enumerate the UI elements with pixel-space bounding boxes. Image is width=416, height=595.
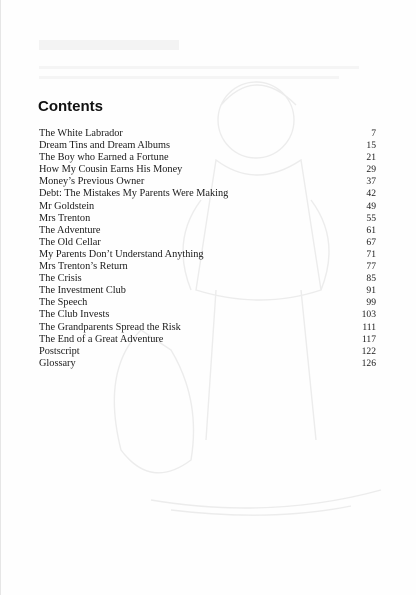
toc-entry: [39, 261, 376, 273]
toc-entry: [39, 297, 376, 309]
toc-entry-page-number: 67: [366, 236, 376, 248]
toc-entry-title: Mrs Trenton’s Return: [39, 261, 128, 273]
toc-entry-page-number: 85: [366, 273, 376, 285]
toc-entry-title: Money’s Previous Owner: [39, 176, 145, 188]
toc-entry: [39, 309, 376, 321]
toc-entry-page-number: 111: [362, 321, 376, 333]
toc-entry: [39, 176, 376, 188]
toc-entry-page-number: 49: [366, 200, 376, 212]
toc-entry: [39, 128, 376, 140]
toc-entry-page-number: 7: [371, 128, 376, 139]
toc-entry-page-number: 37: [366, 176, 376, 188]
toc-entry-title: My Parents Don’t Understand Anything: [39, 248, 204, 260]
toc-entry-title: The Speech: [39, 297, 88, 309]
toc-entry-title: The White Labrador: [39, 128, 123, 139]
toc-entry-title: The Investment Club: [39, 285, 126, 297]
toc-entry-title: The Old Cellar: [39, 236, 101, 248]
table-of-contents: [39, 128, 376, 370]
toc-entry-title: How My Cousin Earns His Money: [39, 164, 183, 176]
toc-entry: [39, 249, 376, 261]
toc-entry-page-number: 99: [366, 297, 376, 309]
toc-entry: [39, 358, 376, 370]
toc-entry-title: The Grandparents Spread the Risk: [39, 321, 181, 333]
toc-entry: [39, 237, 376, 249]
toc-entry-page-number: 126: [361, 357, 376, 369]
toc-entry-title: Mrs Trenton: [39, 212, 91, 224]
toc-entry: [39, 273, 376, 285]
toc-entry: [39, 225, 376, 237]
toc-entry-title: Dream Tins and Dream Albums: [39, 140, 170, 152]
toc-entry: [39, 188, 376, 200]
toc-entry-title: The Adventure: [39, 224, 101, 236]
toc-entry-page-number: 77: [366, 261, 376, 273]
toc-entry-title: The Club Invests: [39, 309, 110, 321]
toc-entry-title: Debt: The Mistakes My Parents Were Making: [39, 188, 229, 200]
toc-entry: [39, 346, 376, 358]
toc-entry: [39, 164, 376, 176]
toc-entry: [39, 140, 376, 152]
toc-entry: [39, 334, 376, 346]
toc-entry: [39, 285, 376, 297]
toc-entry-title: Glossary: [39, 357, 76, 369]
toc-entry-page-number: 117: [361, 333, 376, 345]
page-title: Contents: [38, 98, 103, 115]
toc-entry-title: Mr Goldstein: [39, 200, 95, 212]
toc-entry: [39, 152, 376, 164]
toc-entry-title: The End of a Great Adventure: [39, 333, 164, 345]
toc-entry-title: The Boy who Earned a Fortune: [39, 152, 169, 164]
toc-entry: [39, 322, 376, 334]
toc-entry: [39, 201, 376, 213]
toc-entry-page-number: 42: [366, 188, 376, 200]
toc-entry-page-number: 103: [361, 309, 376, 321]
toc-entry-page-number: 21: [366, 152, 376, 164]
toc-entry-page-number: 29: [366, 164, 376, 176]
toc-entry: [39, 213, 376, 225]
toc-entry-title: The Crisis: [39, 273, 82, 285]
toc-entry-page-number: 91: [366, 285, 376, 297]
toc-entry-page-number: 55: [366, 212, 376, 224]
toc-entry-title: Postscript: [39, 345, 80, 357]
toc-entry-page-number: 122: [361, 345, 376, 357]
toc-entry-page-number: 61: [366, 224, 376, 236]
toc-entry-page-number: 71: [366, 248, 376, 260]
toc-entry-page-number: 15: [366, 140, 376, 152]
